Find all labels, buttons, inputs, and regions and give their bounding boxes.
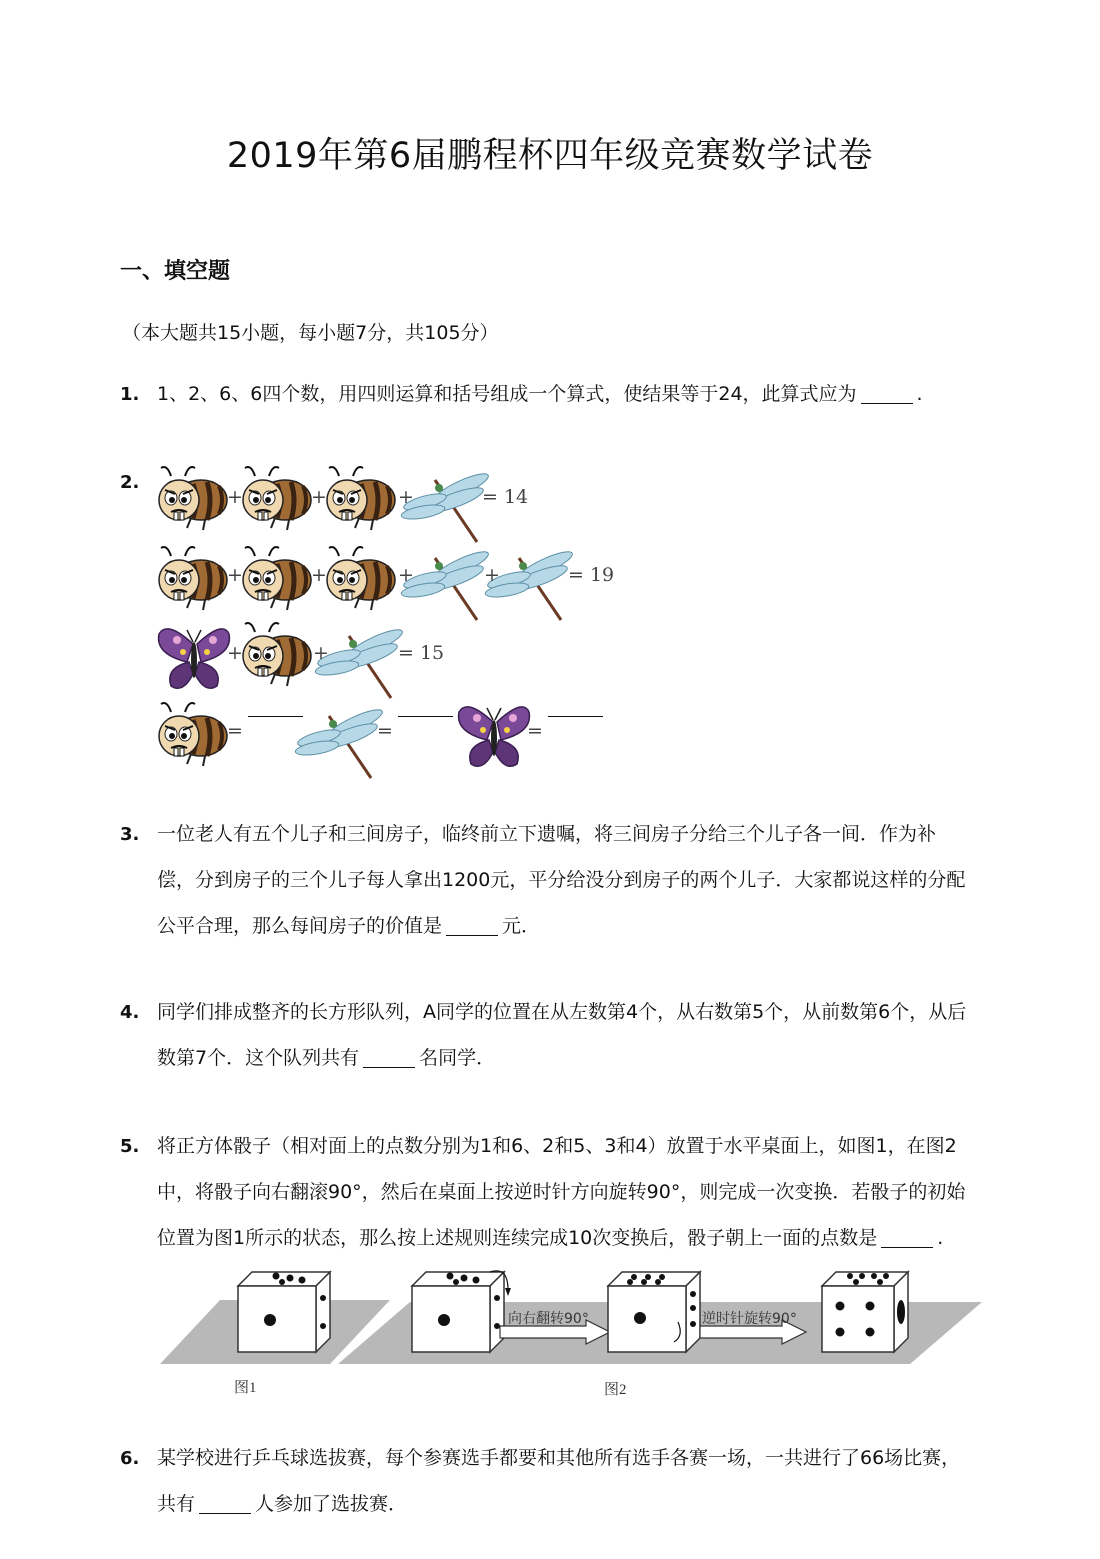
answer-blank[interactable]: [363, 1045, 415, 1068]
equation-result: = 14: [482, 486, 529, 508]
plus-sign: +: [398, 486, 414, 508]
plus-sign: +: [227, 642, 243, 664]
dice-fig1: [238, 1272, 330, 1352]
equals-sign: =: [527, 720, 543, 742]
section-note: （本大题共15小题，每小题7分，共105分）: [122, 322, 499, 344]
answer-blank-dragonfly[interactable]: [398, 716, 453, 717]
bee-icon: [327, 467, 395, 530]
plus-sign: +: [227, 564, 243, 586]
answer-blank[interactable]: [881, 1225, 933, 1248]
question-5-text: 将正方体骰子（相对面上的点数分别为1和6、2和5、3和4）放置于水平桌面上，如图1，在图2 中，将骰子向右翻滚90°，然后在桌面上按逆时针方向旋转90°，则完成一次变换．若骰子的初始 位置为图1所示的状态，那么按上述规则连续完成10次变换后，骰子朝上一面的点数是 .: [157, 1135, 966, 1249]
question-6-text: 某学校进行乒乓球选拔赛，每个参赛选手都要和其他所有选手各赛一场，一共进行了66场比赛， 共有 人参加了选拔赛．: [157, 1447, 961, 1515]
arrow-label-roll: 向右翻转90°: [508, 1311, 589, 1327]
question-number: 6.: [120, 1448, 140, 1469]
plus-sign: +: [311, 486, 327, 508]
answer-blank[interactable]: [199, 1491, 251, 1514]
answer-blank-bee[interactable]: [248, 716, 303, 717]
question-number: 2.: [120, 472, 140, 493]
question-1-text: 1、2、6、6四个数，用四则运算和括号组成一个算式，使结果等于24，此算式应为 .: [157, 383, 923, 405]
plus-sign: +: [313, 642, 329, 664]
answer-blank-butterfly[interactable]: [548, 716, 603, 717]
plus-sign: +: [484, 564, 500, 586]
bee-icon: [243, 547, 311, 610]
bee-icon: [243, 623, 311, 686]
dice-fig2-end: [822, 1272, 908, 1352]
figure-caption: 图2: [604, 1382, 627, 1398]
figure-caption: 图1: [234, 1380, 257, 1396]
answer-blank[interactable]: [861, 381, 913, 404]
question-number: 4.: [120, 1002, 140, 1023]
dice-fig2-start: [412, 1271, 511, 1352]
question-number: 1.: [120, 384, 140, 405]
bee-icon: [327, 547, 395, 610]
butterfly-icon: [159, 629, 230, 688]
dragonfly-icon: [294, 705, 385, 778]
question-number: 3.: [120, 824, 140, 845]
plus-sign: +: [227, 486, 243, 508]
question-3-text: 一位老人有五个儿子和三间房子，临终前立下遗嘱，将三间房子分给三个儿子各一间．作为补 偿，分到房子的三个儿子每人拿出1200元，平分给没分到房子的两个儿子．大家都说这样的分配 公平合理，那么每间房子的价值是 元．: [157, 823, 966, 937]
equals-sign: =: [377, 720, 393, 742]
dice-fig2-middle: [608, 1272, 700, 1352]
plus-sign: +: [311, 564, 327, 586]
section-heading: 一、填空题: [120, 259, 231, 284]
bee-icon: [159, 547, 227, 610]
answer-blank[interactable]: [446, 913, 498, 936]
equals-sign: =: [227, 720, 243, 742]
question-number: 5.: [120, 1136, 140, 1157]
bee-icon: [159, 703, 227, 766]
butterfly-icon: [459, 707, 530, 766]
page-title: 2019年第6届鹏程杯四年级竞赛数学试卷: [226, 136, 874, 176]
arrow-label-rotate: 逆时针旋转90°: [702, 1311, 797, 1327]
equation-result: = 15: [398, 642, 445, 664]
bee-icon: [243, 467, 311, 530]
question-4-text: 同学们排成整齐的长方形队列，A同学的位置在从左数第4个，从右数第5个，从前数第6个，从后 数第7个．这个队列共有 名同学．: [157, 1001, 967, 1069]
bee-icon: [159, 467, 227, 530]
equation-result: = 19: [568, 564, 615, 586]
plus-sign: +: [398, 564, 414, 586]
